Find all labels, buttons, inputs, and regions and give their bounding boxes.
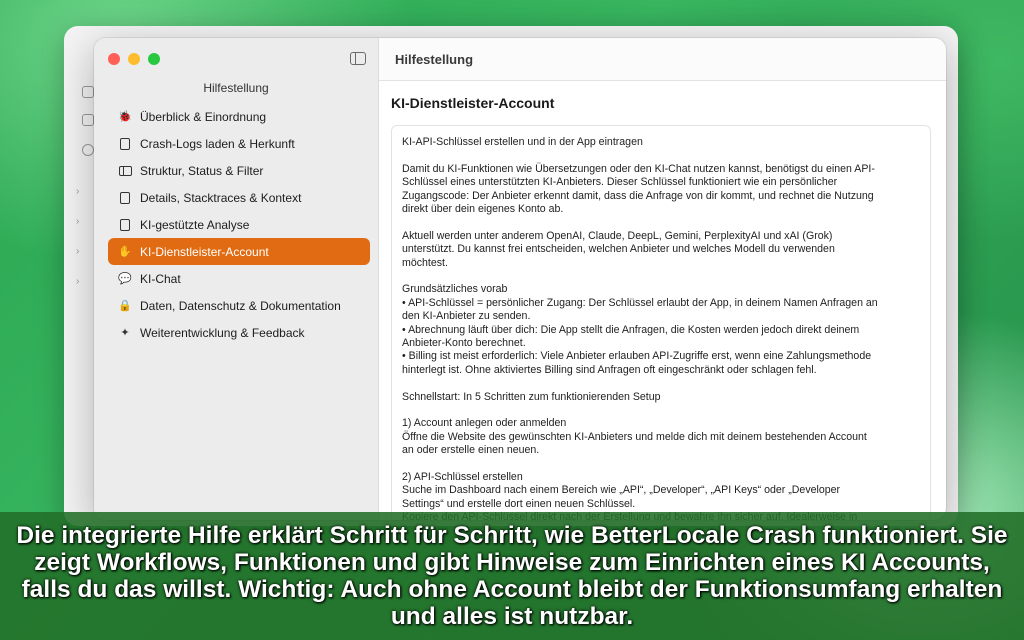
help-text-line: Zugangscode: Der Anbieter erkennt damit, dass die Anfrage von dir kommt, und rechnet die Nutzung bbox=[402, 189, 874, 202]
help-text-line: Settings“ und erstelle dort einen neuen Schlüssel. bbox=[402, 497, 636, 510]
sidebar-layout-icon bbox=[118, 164, 132, 178]
help-text-line: direkt über dein eigenes Konto ab. bbox=[402, 203, 564, 216]
help-text-area[interactable] bbox=[391, 125, 931, 520]
help-paragraph bbox=[402, 417, 920, 457]
document-list-icon bbox=[118, 191, 132, 205]
document-icon bbox=[118, 137, 132, 151]
sidebar-item-label: Überblick & Einordnung bbox=[140, 109, 267, 124]
help-text-line: an oder erstelle einen neuen. bbox=[402, 444, 540, 457]
background-doc-icon bbox=[82, 86, 94, 98]
sidebar-item-ki-chat[interactable] bbox=[108, 265, 370, 292]
toolbar bbox=[379, 38, 946, 81]
main-pane bbox=[379, 38, 946, 520]
page-title: KI-Dienstleister-Account bbox=[391, 95, 555, 111]
sidebar-title: Hilfestellung bbox=[203, 81, 269, 95]
sidebar-item-ki-account[interactable] bbox=[108, 238, 370, 265]
help-paragraph bbox=[402, 136, 920, 149]
help-text-line: 1) Account anlegen oder anmelden bbox=[402, 417, 567, 430]
help-text-line: Grundsätzliches vorab bbox=[402, 283, 508, 296]
minimize-window-button[interactable] bbox=[128, 53, 140, 65]
help-text-line: Anbieter-Konto berechnet. bbox=[402, 337, 526, 350]
help-text-line: Öffne die Website des gewünschten KI-Anbieters und melde dich mit deinem bestehenden Account bbox=[402, 430, 867, 443]
help-text-line: den KI-Anbieter zu senden. bbox=[402, 310, 531, 323]
sidebar-item-label: Details, Stacktraces & Kontext bbox=[140, 190, 302, 205]
help-text-line: möchtest. bbox=[402, 256, 448, 269]
lock-icon: 🔒 bbox=[118, 300, 132, 312]
sidebar-toggle-icon[interactable] bbox=[350, 52, 366, 65]
sparkle-icon: ✦ bbox=[120, 327, 130, 339]
sidebar-item-label: Struktur, Status & Filter bbox=[140, 163, 264, 178]
background-grid-icon bbox=[82, 144, 94, 156]
close-window-button[interactable] bbox=[108, 53, 120, 65]
sidebar-item-label: KI-gestützte Analyse bbox=[140, 217, 250, 232]
toolbar-title: Hilfestellung bbox=[395, 52, 474, 67]
background-calendar-icon bbox=[82, 114, 94, 126]
help-text-line: unterstützt. Du kannst frei entscheiden, welchen Anbieter und welches Modell du verwenden bbox=[402, 243, 835, 256]
help-paragraph bbox=[402, 283, 920, 377]
caption-text: Die integrierte Hilfe erklärt Schritt für Schritt, wie BetterLocale Crash funktioniert. Sie zeigt Workflows, Funktionen und gibt Hinweise zum Einrichten eines KI Accounts, falls du das willst. Wichtig: Auch ohne Account bleibt der Funktionsumfang erhalten und alles ist nutzbar. bbox=[16, 522, 1008, 630]
background-chevron-right-icon: › bbox=[76, 186, 80, 197]
help-text-line: 2) API-Schlüssel erstellen bbox=[402, 471, 523, 484]
help-text-line: hinterlegt ist. Ohne aktiviertes Billing sind Anfragen oft eingeschränkt oder schlagen fehl. bbox=[402, 363, 817, 376]
sidebar-item-label: Weiterentwicklung & Feedback bbox=[140, 325, 305, 340]
help-text-line: • API-Schlüssel = persönlicher Zugang: Der Schlüssel erlaubt der App, in deinem Namen Anfragen an bbox=[402, 296, 878, 309]
help-paragraph bbox=[402, 230, 920, 270]
sidebar-item-struktur[interactable] bbox=[108, 157, 370, 184]
help-text-line: • Abrechnung läuft über dich: Die App stellt die Anfragen, die Kosten werden jedoch direkt deinem bbox=[402, 323, 860, 336]
sidebar-item-label: Crash-Logs laden & Herkunft bbox=[140, 136, 295, 151]
help-paragraph bbox=[402, 391, 920, 404]
help-text-line: Damit du KI-Funktionen wie Übersetzungen oder den KI-Chat nutzen kannst, benötigst du einen API- bbox=[402, 162, 875, 175]
background-chevron-right-icon: › bbox=[76, 216, 80, 227]
sidebar-item-label: KI-Chat bbox=[140, 271, 181, 286]
help-text-line: Aktuell werden unter anderem OpenAI, Claude, DeepL, Gemini, PerplexityAI und xAI (Grok) bbox=[402, 229, 833, 242]
help-window bbox=[94, 38, 946, 520]
sidebar-item-ueberblick[interactable] bbox=[108, 103, 370, 130]
sidebar-item-details[interactable] bbox=[108, 184, 370, 211]
sidebar-item-datenschutz[interactable] bbox=[108, 292, 370, 319]
sidebar-item-label: Daten, Datenschutz & Dokumentation bbox=[140, 298, 341, 313]
zoom-window-button[interactable] bbox=[148, 53, 160, 65]
help-text-line: Schnellstart: In 5 Schritten zum funktionierenden Setup bbox=[402, 390, 661, 403]
background-chevron-right-icon: › bbox=[76, 246, 80, 257]
sidebar-item-label: KI-Dienstleister-Account bbox=[140, 244, 269, 259]
help-paragraph bbox=[402, 163, 920, 217]
sidebar-item-crash-logs[interactable] bbox=[108, 130, 370, 157]
help-text-line: Suche im Dashboard nach einem Bereich wie „API“, „Developer“, „API Keys“ oder „Developer bbox=[402, 484, 841, 497]
sidebar-item-feedback[interactable] bbox=[108, 319, 370, 346]
help-text-line: • Billing ist meist erforderlich: Viele Anbieter erlauben API-Zugriffe erst, wenn eine Zahlungsmethode bbox=[402, 350, 872, 363]
help-text-line: KI-API-Schlüssel erstellen und in der App eintragen bbox=[402, 136, 643, 148]
background-window-sidebar bbox=[76, 40, 96, 520]
caption-banner bbox=[0, 512, 1024, 640]
ladybug-icon: 🐞 bbox=[118, 111, 132, 123]
sidebar-item-ki-analyse[interactable] bbox=[108, 211, 370, 238]
document-search-icon bbox=[118, 218, 132, 232]
hand-icon: ✋ bbox=[118, 246, 132, 258]
chat-bubble-icon: 💬 bbox=[118, 273, 132, 285]
background-chevron-right-icon: › bbox=[76, 276, 80, 287]
sidebar bbox=[94, 38, 379, 520]
help-text-line: Schlüssel eines unterstützten KI-Anbieters. Dieser Schlüssel funktioniert wie ein persönlicher bbox=[402, 176, 838, 189]
sidebar-nav bbox=[108, 103, 370, 346]
